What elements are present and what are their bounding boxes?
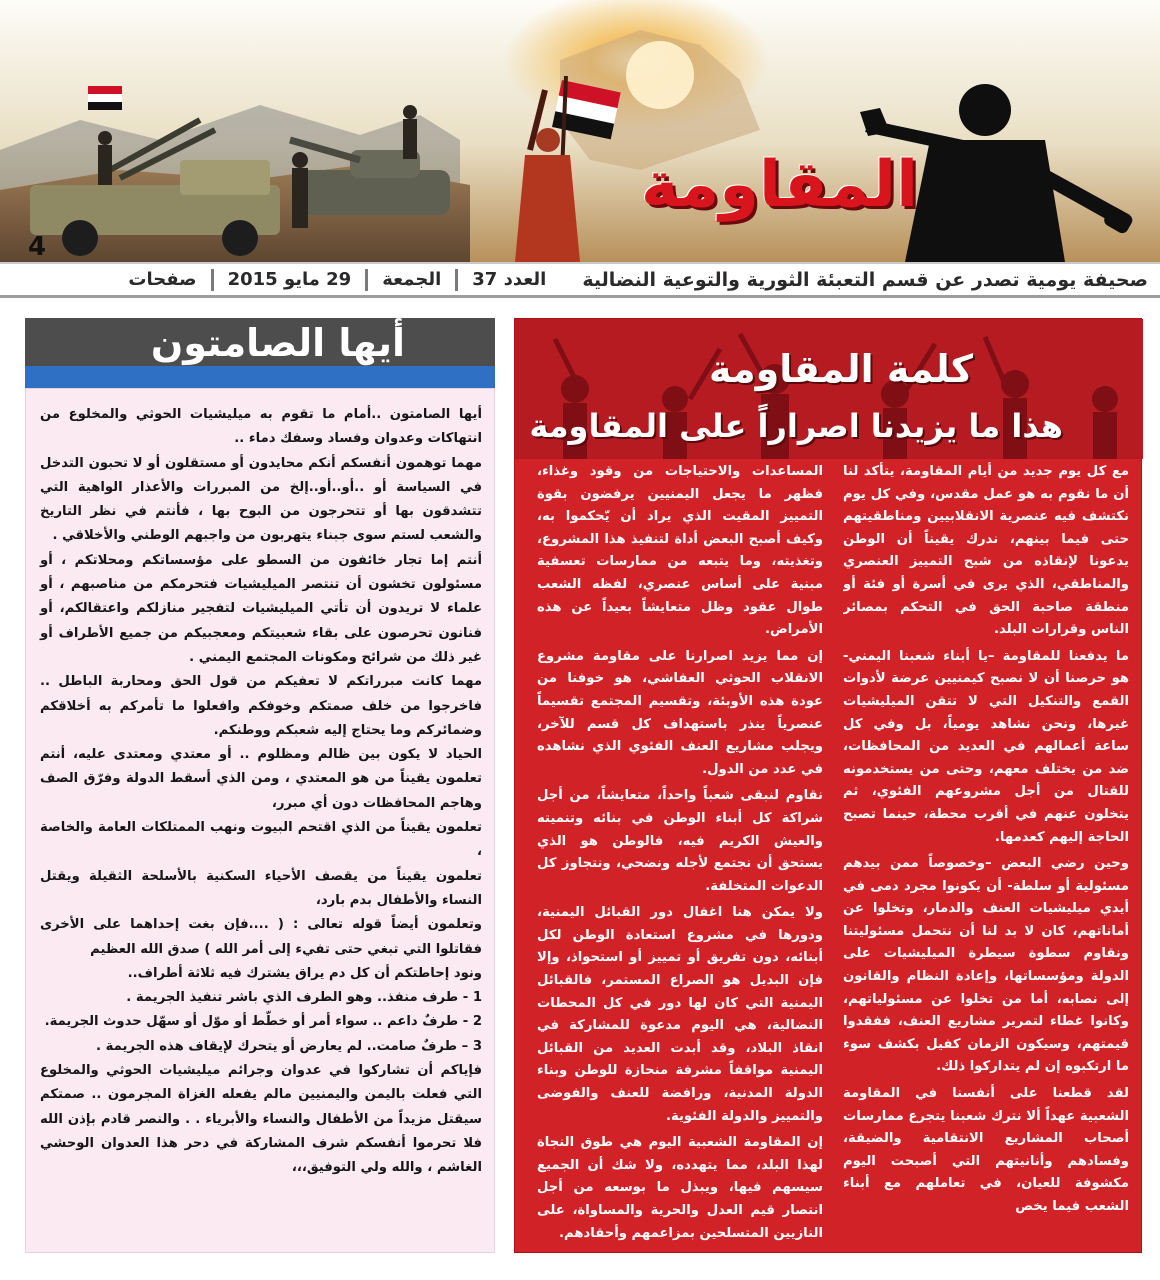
silent-ones-article [25, 318, 495, 1253]
paragraph: نقاوم لنبقى شعباً واحداً، متعايشاً، من أجل شراكة كل أبناء الوطن في بنائه وتنميته والعيش الكريم فيه، فالوطن هو الذي يستحق أن نجتمع لأجله ونضحي، ونتجاوز كل الدعوات المتخلفة. [537, 788, 823, 894]
paragraph: ولا يمكن هنا اغفال دور القبائل اليمنية، ودورها في مشروع استعادة الوطن لكل أبنائه، دون تفريق أو تمييز أو استحواذ، وإلا فإن البديل هو الصراع المستمر، فالقبائل اليمنية التي كان لها دور في كل المحطات النضالية، هي اليوم مدعوة للمشاركة في انقاذ البلاد، وقد أبدت العديد من القبائل اليمنية مواقفاً مشرفة منحازة للوطن وبناء الدولة المدنية، ورافضة للعنف والفوضى والتمييز والدولة الفئوية. [537, 905, 823, 1124]
paragraph: مع كل يوم جديد من أيام المقاومة، يتأكد لنا أن ما نقوم به هو عمل مقدس، وفي كل يوم نكتشف فيه عنصرية الانقلابيين ومناطقيتهم حتى فيما بينهم، ندرك يقيناً أن الوطن يدعونا لإنقاذه من شبح التمييز العنصري والمناطقي، الذي يرى في أسرة أو فئة أو منطقة صاحبة الحق في التحكم بمصائر الناس وقرارات البلد. [843, 464, 1129, 638]
list-item: 3 – طرفٌ صامت.. لم يعارض أو يتحرك لإيقاف هذه الجريمة . [96, 1038, 482, 1054]
paragraph: المساعدات والاحتياجات من وقود وغذاء، فظهر ما يجعل اليمنيين يرفضون بقوة التمييز المقيت الذي يراد أن يّحكموا به، وكيف أصبح البعض أداة لتنفيذ هذا المشروع، وتغذيته، وما يتبعه من ممارسات تعسفية مبنية على أساس عنصري، لفظه الشعب طوال عقود وظل متعايشاً بعيداً عن هذه الأمراض. [537, 464, 823, 638]
masthead [0, 0, 1160, 262]
paragraph: مهما توهمون أنفسكم أنكم محايدون أو مستقلون أو لا تحبون التدخل في السياسة أو ..أو..أو..إلخ من المبررات والأعذار الواهية التي تتشدقون بها أو تتحرجون من البوح بها ، فأنتم في نظر التاريخ والشعب لستم سوى جبناء يتهربون من واجبهم الوطني والأخلاقي . [40, 455, 482, 544]
paragraph: تعلمون يقيناً من يقصف الأحياء السكنية بالأسلحة الثقيلة ويقتل النساء والأطفال بدم بارد، [40, 868, 482, 908]
article-body [25, 388, 495, 1253]
paragraph: ما يدفعنا للمقاومة –يا أبناء شعبنا اليمني- هو حرصنا أن لا نصبح كيمنيين عرضة لأدوات القمع والتنكيل التي لا تتقن الميليشيات غيرها، ونحن نشاهد يومياً، بل وفي كل ساعة أعمالهم في العديد من المحافظات، ضد من يختلف معهم، وحتى من يستخدمونه للقتال من أجل مشروعهم الفئوي، ثم يتخلون عنهم في أقرب محطة، حينما تصبح الحاجة إليهم كعدمها. [843, 648, 1129, 845]
paragraph: مهما كانت مبرراتكم لا تعفيكم من قول الحق ومحاربة الباطل .. فاخرجوا من خلف صمتكم وخوفكم وافعلوا ما تأمركم به أخلاقكم وضمائركم وما يحتاج إليه شعبكم ووطنكم. [40, 674, 482, 738]
issue-info-bar [0, 262, 1160, 298]
resistance-word-article [514, 318, 1142, 1253]
issue-day: الجمعة [382, 269, 442, 290]
article-column-1 [843, 461, 1129, 1247]
paragraph: فإياكم أن تشاركوا في عدوان وجرائم ميليشيات الحوثي والمخلوع التي فعلت باليمن واليمنيين مالم يفعله الغزاة المجرمون .. صمتكم سيقتل مزيداً من الأطفال والنساء والأبرياء . . والنصر قادم بإذن الله فلا تحرموا أنفسكم شرف المشاركة في دحر هذا العدوان الوحشي الغاشم ، والله ولي التوفيق،،، [40, 1063, 482, 1176]
article-headline: هذا ما يزيدنا اصراراً على المقاومة [529, 407, 1063, 445]
section-kicker: كلمة المقاومة [709, 347, 973, 391]
divider [365, 269, 368, 291]
masthead-logo: المقاومة [640, 148, 918, 222]
newspaper-tagline: صحيفة يومية تصدر عن قسم التعبئة الثورية والتوعية النضالية [582, 268, 1148, 291]
paragraph: وتعلمون أيضاً قوله تعالى : ( ....فإن بغت إحداهما على الأخرى فقاتلوا التي تبغي حتى تفيء إلى أمر الله ) صدق الله العظيم [40, 917, 482, 957]
issue-date: 29 مايو 2015 [227, 269, 352, 290]
issue-number: العدد 37 [472, 269, 547, 290]
masthead-photo-collage [0, 0, 1160, 262]
paragraph: تعلمون يقيناً من الذي اقتحم البيوت ونهب الممتلكات العامة والخاصة ، [40, 820, 482, 860]
paragraph: الحياد لا يكون بين ظالم ومظلوم .. أو معتدي ومعتدى عليه، أنتم تعلمون يقيناً من هو المعتدي ، ومن الذي أسقط الدولة وفرّق الصف وهاجم المحافظات دون أي مبرر، [40, 747, 482, 811]
list-item: 2 - طرفٌ داعم .. سواء أمر أو خطّط أو موّل أو سهّل حدوث الجريمة. [44, 1014, 482, 1030]
header-stripe [25, 366, 495, 388]
paragraph: وحين رضي البعض –وخصوصاً ممن بيدهم مسئولية أو سلطة- أن يكونوا مجرد دمى في أيدي ميليشيات العنف والدمار، وتخلوا عن أماناتهم، كان لا بد لنا أن نتحمل مسئوليتنا ونقاوم سطوة سيطرة الميليشيات على الدولة ومؤسساتها، وإعادة النظام والقانون إلى نصابه، أما من تخلوا عن مسئولياتهم، وكانوا غطاء لتمرير مشاريع العنف، ففقدوا قيمتهم، وسيكون الزمان كفيل بكشف سوء ما ارتكبوه إن لم يتداركوا ذلك. [843, 856, 1129, 1075]
paragraph: أنتم إما تجار خائفون من السطو على مؤسساتكم ومحلاتكم ، أو مسئولون تخشون أن تنتصر الميليشيات فتحرمكم من مناصبهم ، أو علماء لا تريدون أن تأتي الميليشيات لتفجير منازلكم واعتقالكم، أو فنانون تحرصون على بقاء شعبيتكم ومعجبيكم من جميع الأطراف أو غير ذلك من شرائح ومكونات المجتمع اليمني . [40, 552, 482, 665]
pages-label: صفحات [128, 269, 197, 290]
article-banner [515, 319, 1143, 459]
paragraph: إن المقاومة الشعبية اليوم هي طوق النجاة لهذا البلد، مما يتهدده، ولا شك أن الجميع سيسهم فيها، ويبذل ما بوسعه من أجل انتصار قيم العدل والحرية والمساواة، على النازيين المتسلحين بمزاعمهم وأحقادهم. [537, 1135, 823, 1241]
article-title: أيها الصامتون [150, 321, 405, 365]
list-item: 1 - طرف منفذ.. وهو الطرف الذي باشر تنفيذ الجريمة . [126, 990, 482, 1006]
divider [455, 269, 458, 291]
page-number: 4 [28, 232, 47, 262]
article-header [25, 318, 495, 366]
paragraph: أيها الصامتون ..أمام ما تقوم به ميليشيات الحوثي والمخلوع من انتهاكات وعدوان وفساد وسفك دماء .. [40, 407, 482, 447]
divider [211, 269, 214, 291]
paragraph: لقد قطعنا على أنفسنا في المقاومة الشعبية عهداً ألا نترك شعبنا يتجرع ممارسات أصحاب المشاريع الانتقامية والضيقة، وفسادهم وأنانيتهم التي أصبحت اليوم مكشوفة للعيان، في تعاملهم مع أبناء الشعب فيما يخص [843, 1086, 1129, 1214]
paragraph: ونود إحاطتكم أن كل دم يراق يشترك فيه ثلاثة أطراف.. [127, 965, 482, 981]
paragraph: إن مما يزيد اصرارنا على مقاومة مشروع الانقلاب الحوثي العفاشي، هو خوفنا من عودة هذه الأوبئة، وتقسيم المجتمع تقسيماً عنصرياً ينذر باستهداف كل قسم للآخر، ويجلب مشاريع العنف الفئوي الذي نشاهده في عدد من الدول. [537, 648, 823, 777]
article-column-2 [537, 461, 823, 1247]
